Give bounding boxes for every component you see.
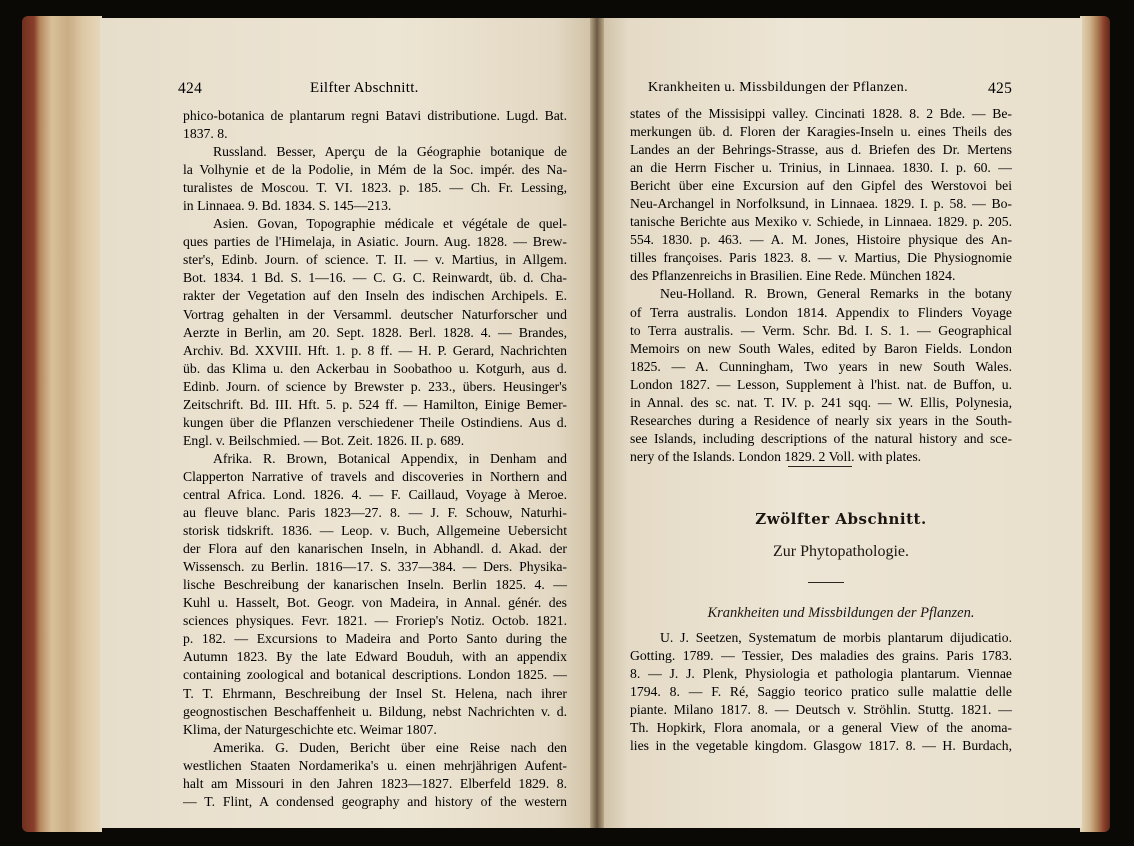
text-line: Wissensch. zu Berlin. 1816—17. S. 337—384. — Ders. Physika- [183, 559, 567, 575]
text-line: Edinb. Journ. of science by Brewster p. 233., übers. Heusinger's [183, 378, 567, 394]
text-line: au fleuve blanc. Paris 1823—27. 8. — J. F. Schouw, Naturhi- [183, 505, 567, 521]
text-line: of Terra australis. London 1814. Appendix to Flinders Voyage [630, 304, 1012, 320]
text-line: Bericht über eine Excursion auf den Gipfel des Werstovoi bei [630, 178, 1012, 194]
text-line: lies in the vegetable kingdom. Glasgow 1817. 8. — H. Burdach, [630, 738, 1012, 754]
text-line: nery of the Islands. London 1829. 2 Voll. with plates. [630, 448, 922, 464]
text-line: Archiv. Bd. XXVIII. Hft. 1. p. 8 ff. — H. P. Gerard, Nachrichten [183, 342, 567, 358]
chapter-title: Zwölfter Abschnitt. [755, 510, 927, 528]
text-line: tilles françoises. Paris 1823. 8. — v. Martius, Die Physiognomie [630, 250, 1012, 266]
text-line: Gotting. 1789. — Tessier, Des maladies des grains. Paris 1783. [630, 648, 1012, 664]
text-line: sciences physiques. Fevr. 1821. — Froriep's Notiz. Octob. 1821. [183, 613, 567, 629]
text-line: states of the Missisippi valley. Cincinati 1828. 8. 2 Bde. — Be- [630, 106, 1012, 121]
text-line: T. T. Ehrmann, Beschreibung der Insel St. Helena, nach ihrer [183, 685, 567, 701]
text-line: Vortrag gehalten in der Versamml. deutscher Naturforscher und [183, 306, 567, 322]
right-page-number: 425 [988, 80, 1013, 97]
text-line: in Annal. des sc. nat. T. IV. p. 241 sqq. — W. Ellis, Polynesia, [630, 394, 1012, 410]
text-line: Aerzte in Berlin, am 20. Sept. 1828. Berl. 1828. 4. — Brandes, [183, 324, 567, 340]
text-line: Asien. Govan, Topographie médicale et végétale de quel- [213, 216, 567, 232]
text-line: Th. Hopkirk, Flora anomala, or a general View of the anoma- [630, 720, 1012, 736]
text-line: kungen über die Pflanzen verschiedener Theile Ostindiens. Aus d. [183, 414, 567, 430]
text-line: ques parties de l'Himelaja, in Asiatic. Journ. Aug. 1828. — Brew- [183, 234, 567, 250]
text-line: Russland. Besser, Aperçu de la Géographie botanique de [213, 144, 567, 160]
text-line: Clapperton Narrative of travels and discoveries in Northern and [183, 468, 567, 484]
text-line: storisk tidskrift. 1836. — Leop. v. Buch, Allgemeine Uebersicht [183, 523, 567, 539]
book-edge-right [1080, 16, 1110, 832]
text-line: der Flora auf den kanarischen Inseln, in Abhandl. d. Akad. der [183, 541, 567, 557]
text-line: 1794. 8. — F. Ré, Saggio teorico pratico sulle malattie delle [630, 684, 1012, 700]
text-line: rakter der Vegetation auf den Inseln des indischen Archipels. E. [183, 288, 567, 304]
text-line: phico-botanica de plantarum regni Batavi distributione. Lugd. Bat. [183, 108, 567, 123]
text-line: Memoirs on new South Wales, edited by Baron Fields. London [630, 340, 1012, 356]
right-running-head: Krankheiten u. Missbildungen der Pflanzen. [648, 80, 908, 95]
left-page-number: 424 [178, 80, 203, 97]
right-page-body [630, 105, 1012, 466]
text-line: Researches during a Residence of nearly six years in the South- [630, 412, 1012, 428]
text-line: 1825. — A. Cunningham, Two years in new South Wales. [630, 358, 1012, 374]
text-line: Zeitschrift. Bd. III. Hft. 5. p. 524 ff. — Hamilton, Einige Bemer- [183, 396, 567, 412]
text-line: westlichen Staaten Nordamerika's u. einen mehrjährigen Aufent- [183, 757, 567, 773]
text-line: Klima, der Naturgeschichte etc. Weimar 1807. [183, 721, 437, 737]
text-line: London 1827. — Lesson, Supplement à l'hist. nat. de Buffon, u. [630, 376, 1012, 392]
text-line: in Linnaea. 9. Bd. 1834. S. 145—213. [183, 198, 392, 214]
text-line: 1837. 8. [183, 126, 228, 142]
left-running-head: Eilfter Abschnitt. [310, 80, 419, 96]
text-line: central Africa. Lond. 1826. 4. — F. Caillaud, Voyage à Meroe. [183, 486, 567, 502]
chapter-subtitle: Zur Phytopathologie. [773, 543, 909, 560]
text-line: Amerika. G. Duden, Bericht über eine Reise nach den [213, 739, 567, 755]
text-line: halt am Missouri in den Jahren 1823—1827. Elberfeld 1829. 8. [183, 775, 567, 791]
text-line: lische Beschreibung der kanarischen Inseln. Berlin 1825. 4. — [183, 577, 567, 593]
text-line: Landes an der Behrings-Strasse, aus d. Briefen des Dr. Mertens [630, 142, 1012, 158]
text-line: an die Herrn Fischer u. Trinius, in Linnaea. 1830. I. p. 60. — [630, 160, 1012, 176]
text-line: Engl. v. Beilschmied. — Bot. Zeit. 1826. II. p. 689. [183, 432, 465, 448]
text-line: geognostischen Beschaffenheit u. Bildung, nebst Nachrichten v. d. [183, 703, 567, 719]
text-line: merkungen üb. d. Floren der Karagies-Inseln u. eines Theils des [630, 124, 1012, 140]
text-line: containing zoological and botanical descriptions. London 1825. — [183, 667, 567, 683]
text-line: — T. Flint, A condensed geography and history of the western [183, 793, 567, 809]
section-title: Krankheiten und Missbildungen der Pflanzen. [707, 605, 975, 621]
text-line: 554. 1830. p. 463. — A. M. Jones, Histoire physique des An- [630, 232, 1012, 248]
text-line: turalistes de Moscou. T. VI. 1823. p. 185. — Ch. Fr. Lessing, [183, 180, 567, 196]
text-line: Kuhl u. Hasselt, Bot. Geogr. von Madeira, in Annal. génér. des [183, 595, 567, 611]
section-rule-top [788, 466, 852, 467]
text-line: üb. das Klima u. den Ackerbau in Soobathoo u. Kotgurh, aus d. [183, 360, 567, 376]
text-line: Neu-Archangel in Norfolksund, in Linnaea. 1829. I. p. 58. — Bo- [630, 196, 1012, 212]
text-line: ster's, Edinb. Journ. of science. T. II. — v. Martius, in Allgem. [183, 252, 567, 268]
text-line: see Islands, including descriptions of the natural history and sce- [630, 430, 1012, 446]
text-line: to Terra australis. — Verm. Schr. Bd. I. S. 1. — Geographical [630, 322, 1012, 338]
text-line: Neu-Holland. R. Brown, General Remarks in the botany [660, 286, 1012, 302]
book-edge-left [22, 16, 102, 832]
text-line: Autumn 1823. By the late Edward Bouduh, with an appendix [183, 649, 567, 665]
text-line: 8. — J. J. Plenk, Physiologia et pathologia plantarum. Viennae [630, 666, 1012, 682]
right-section-body [630, 629, 1012, 755]
text-line: Bot. 1834. 1 Bd. S. 1—16. — C. G. C. Reinwardt, üb. d. Cha- [183, 270, 567, 286]
text-line: des Pflanzenreichs in Brasilien. Eine Rede. München 1824. [630, 268, 956, 284]
text-line: piante. Milano 1817. 8. — Deutsch v. Ströhlin. Stuttg. 1821. — [630, 702, 1012, 718]
text-line: Afrika. R. Brown, Botanical Appendix, in Denham and [213, 450, 567, 466]
text-line: tanische Berichte aus Mexiko v. Schiede, in Linnaea. 1829. p. 205. [630, 214, 1012, 230]
left-page-body [183, 107, 567, 811]
book-gutter [590, 18, 604, 828]
text-line: U. J. Seetzen, Systematum de morbis plantarum dijudicatio. [660, 630, 1012, 645]
section-rule-bottom [808, 582, 844, 583]
text-line: p. 182. — Excursions to Madeira and Porto Santo during the [183, 631, 567, 647]
text-line: la Volhynie et de la Podolie, in Mém de la Soc. impér. des Na- [183, 162, 567, 178]
